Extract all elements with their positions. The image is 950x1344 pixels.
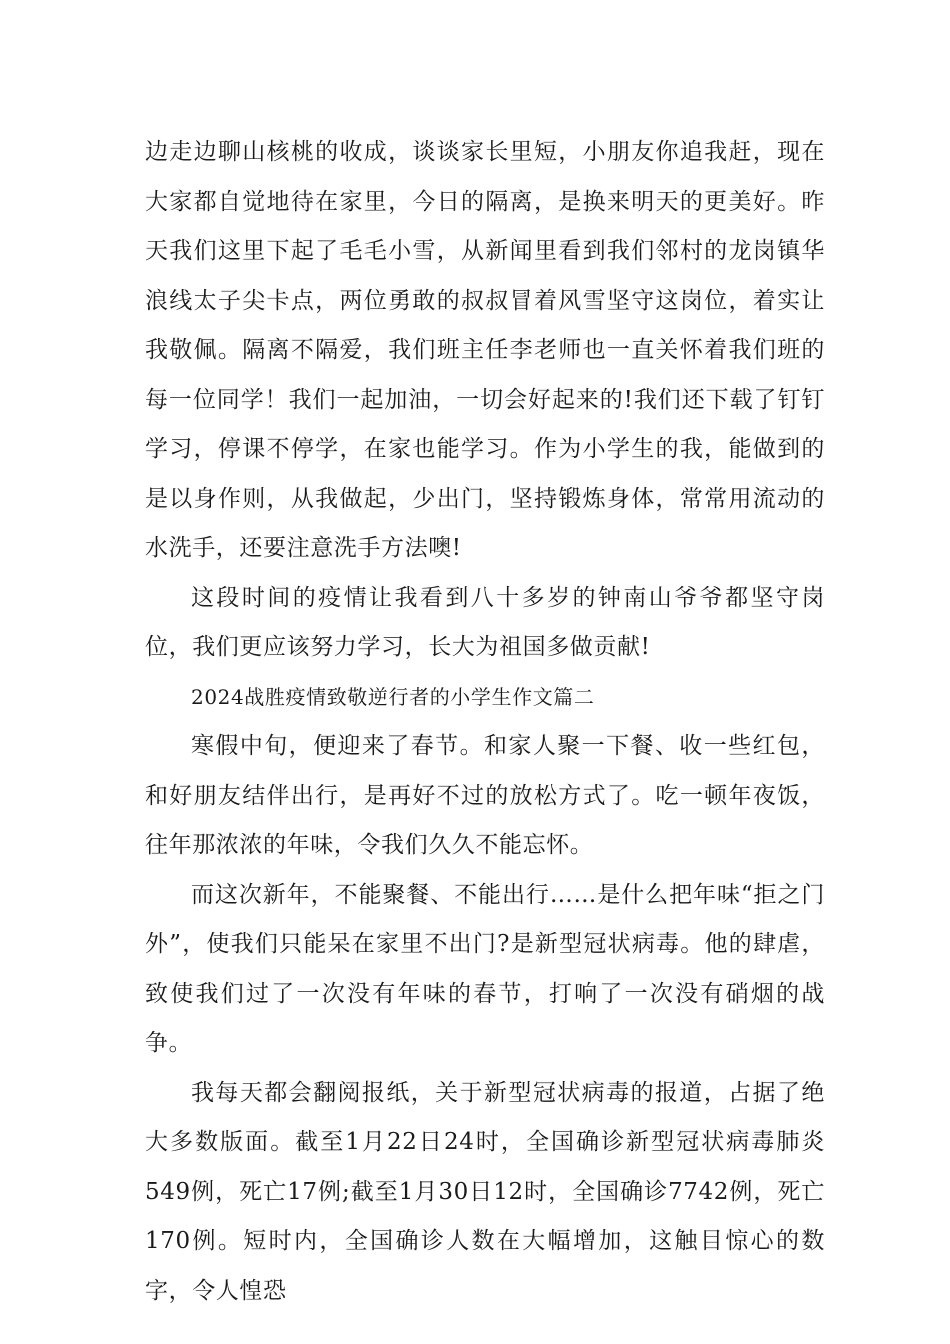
paragraph-new-year: 而这次新年，不能聚餐、不能出行……是什么把年味“拒之门外”，使我们只能呆在家里不出门?是新型冠状病毒。他的肆虐，致使我们过了一次没有年味的春节，打响了一次没有硝烟的战争。 [145,881,825,1056]
section-heading: 2024战胜疫情致敬逆行者的小学生作文篇二 [191,684,595,709]
paragraph-news-report: 我每天都会翻阅报纸，关于新型冠状病毒的报道，占据了绝大多数版面。截至1月22日24时，全国确诊新型冠状病毒肺炎549例，死亡17例;截至1月30日12时，全国确诊7742例，死亡170例。短时内，全国确诊人数在大幅增加，这触目惊心的数字，令人惶恐 [145,1079,825,1304]
essay-body [145,128,825,1316]
paragraph-continued: 边走边聊山核桃的收成，谈谈家长里短，小朋友你追我赶，现在大家都自觉地待在家里，今日的隔离，是换来明天的更美好。昨天我们这里下起了毛毛小雪，从新闻里看到我们邻村的龙岗镇华浪线太子尖卡点，两位勇敢的叔叔冒着风雪坚守这岗位，着实让我敬佩。隔离不隔爱，我们班主任李老师也一直关怀着我们班的每一位同学！我们一起加油，一切会好起来的!我们还下载了钉钉学习，停课不停学，在家也能学习。作为小学生的我，能做到的是以身作则，从我做起，少出门，坚持锻炼身体，常常用流动的水洗手，还要注意洗手方法噢! [145,139,825,561]
paragraph-conclusion: 这段时间的疫情让我看到八十多岁的钟南山爷爷都坚守岗位，我们更应该努力学习，长大为祖国多做贡献! [145,584,825,660]
paragraph-spring-festival: 寒假中旬，便迎来了春节。和家人聚一下餐、收一些红包，和好朋友结伴出行，是再好不过的放松方式了。吃一顿年夜饭，往年那浓浓的年味，令我们久久不能忘怀。 [145,733,825,858]
